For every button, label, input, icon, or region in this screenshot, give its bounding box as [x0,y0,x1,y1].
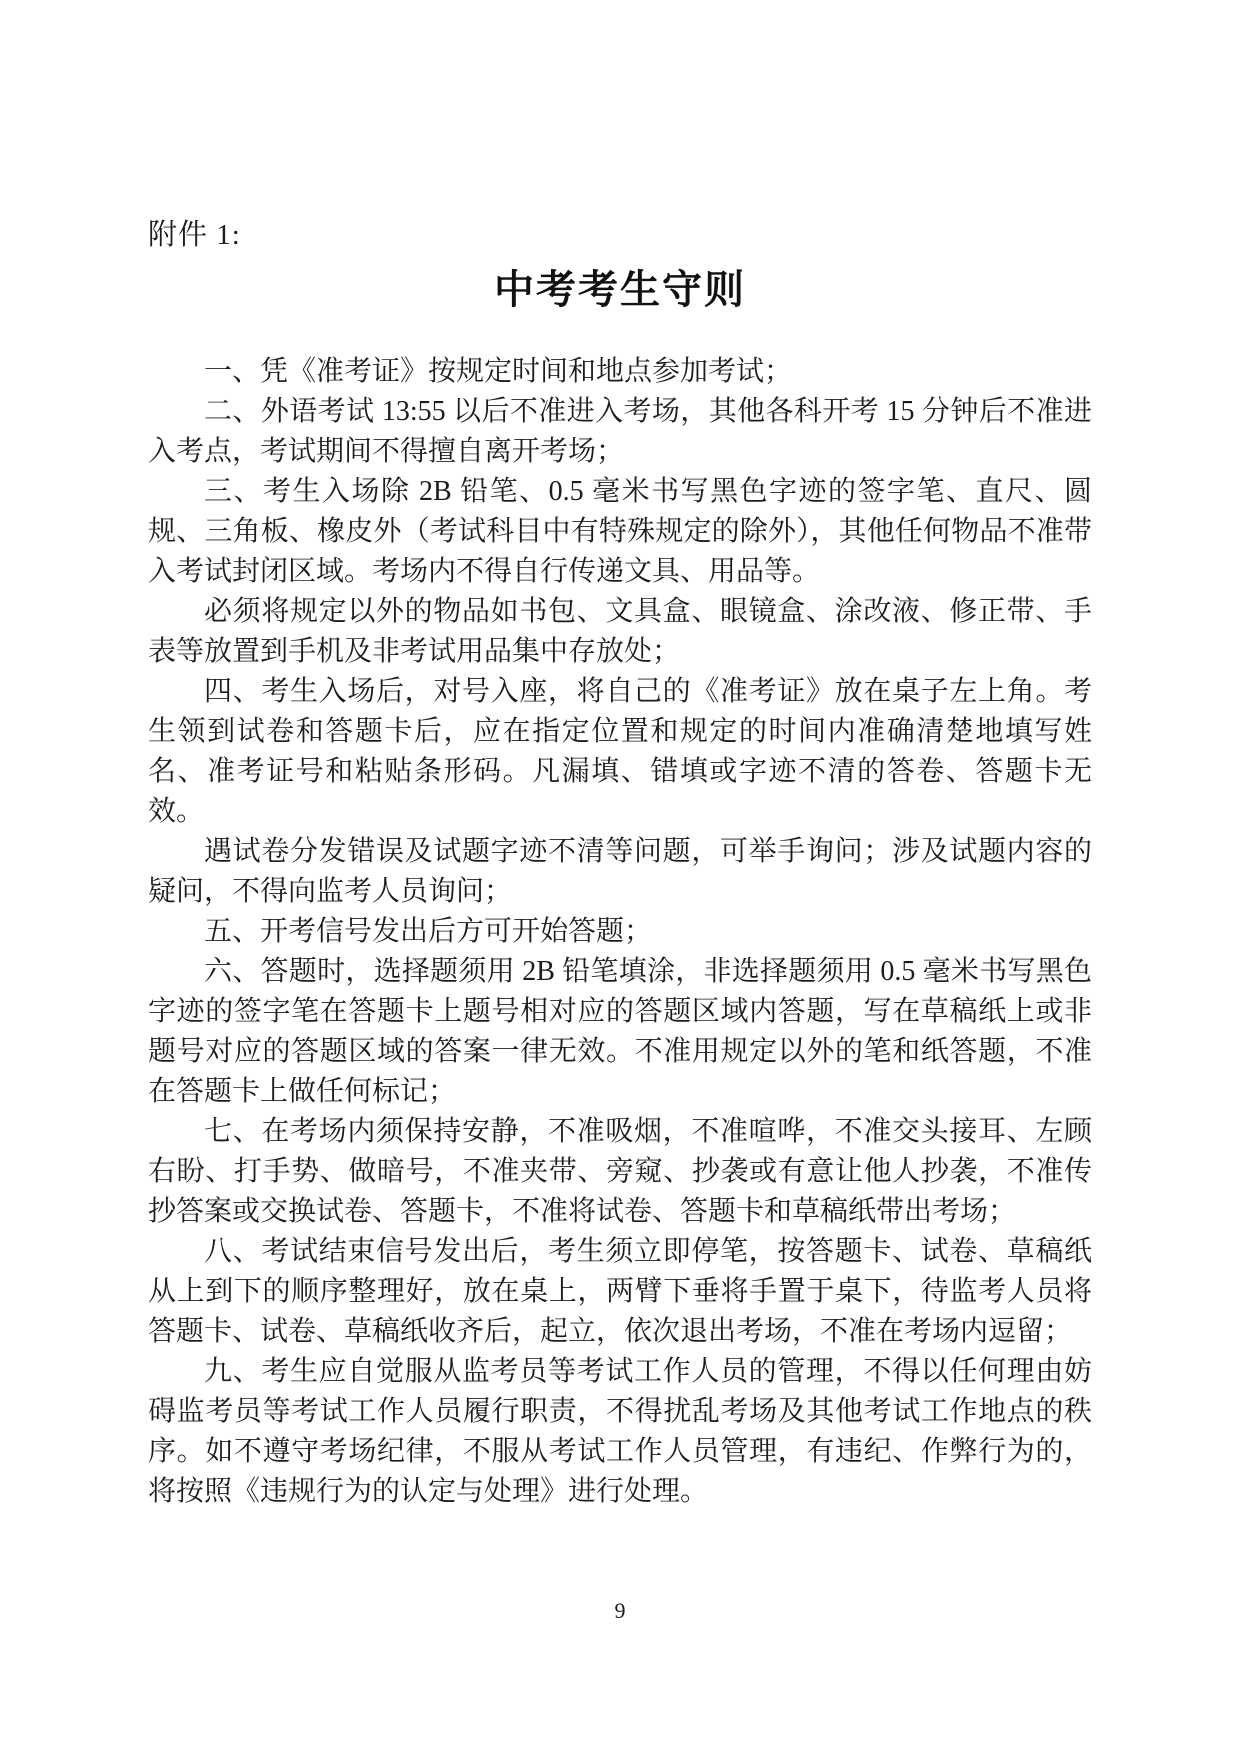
page-title: 中考考生守则 [494,267,746,312]
body-paragraph: 必须将规定以外的物品如书包、文具盒、眼镜盒、涂改液、修正带、手表等放置到手机及非考试用品集中存放处； [148,596,1092,667]
document-body [148,352,1092,1512]
body-paragraph: 九、考生应自觉服从监考员等考试工作人员的管理，不得以任何理由妨碍监考员等考试工作人员履行职责，不得扰乱考场及其他考试工作地点的秩序。如不遵守考场纪律，不服从考试工作人员管理，有违纪、作弊行为的，将按照《违规行为的认定与处理》进行处理。 [148,1356,1092,1507]
body-paragraph: 三、考生入场除 2B 铅笔、0.5 毫米书写黑色字迹的签字笔、直尺、圆规、三角板、橡皮外（考试科目中有特殊规定的除外），其他任何物品不准带入考试封闭区域。考场内不得自行传递文具、用品等。 [148,476,1092,587]
attachment-label: 附件 1: [148,219,241,251]
body-paragraph: 四、考生入场后，对号入座，将自己的《准考证》放在桌子左上角。考生领到试卷和答题卡后，应在指定位置和规定的时间内准确清楚地填写姓名、准考证号和粘贴条形码。凡漏填、错填或字迹不清的答卷、答题卡无效。 [148,676,1092,827]
body-paragraph: 八、考试结束信号发出后，考生须立即停笔，按答题卡、试卷、草稿纸从上到下的顺序整理好，放在桌上，两臂下垂将手置于桌下，待监考人员将答题卡、试卷、草稿纸收齐后，起立，依次退出考场，不准在考场内逗留； [148,1236,1092,1347]
body-paragraph: 二、外语考试 13:55 以后不准进入考场，其他各科开考 15 分钟后不准进入考点，考试期间不得擅自离开考场； [148,396,1092,467]
body-paragraph: 五、开考信号发出后方可开始答题； [204,916,653,947]
body-paragraph: 遇试卷分发错误及试题字迹不清等问题，可举手询问；涉及试题内容的疑问，不得向监考人员询问； [148,836,1092,907]
body-paragraph: 六、答题时，选择题须用 2B 铅笔填涂，非选择题须用 0.5 毫米书写黑色字迹的签字笔在答题卡上题号相对应的答题区域内答题，写在草稿纸上或非题号对应的答题区域的答案一律无效。不准用规定以外的笔和纸答题，不准在答题卡上做任何标记； [148,956,1092,1107]
body-paragraph: 一、凭《准考证》按规定时间和地点参加考试； [204,356,793,387]
body-paragraph: 七、在考场内须保持安静，不准吸烟，不准喧哗，不准交头接耳、左顾右盼、打手势、做暗号，不准夹带、旁窥、抄袭或有意让他人抄袭，不准传抄答案或交换试卷、答题卡，不准将试卷、答题卡和草稿纸带出考场； [148,1116,1092,1227]
page-number: 9 [614,1598,626,1623]
